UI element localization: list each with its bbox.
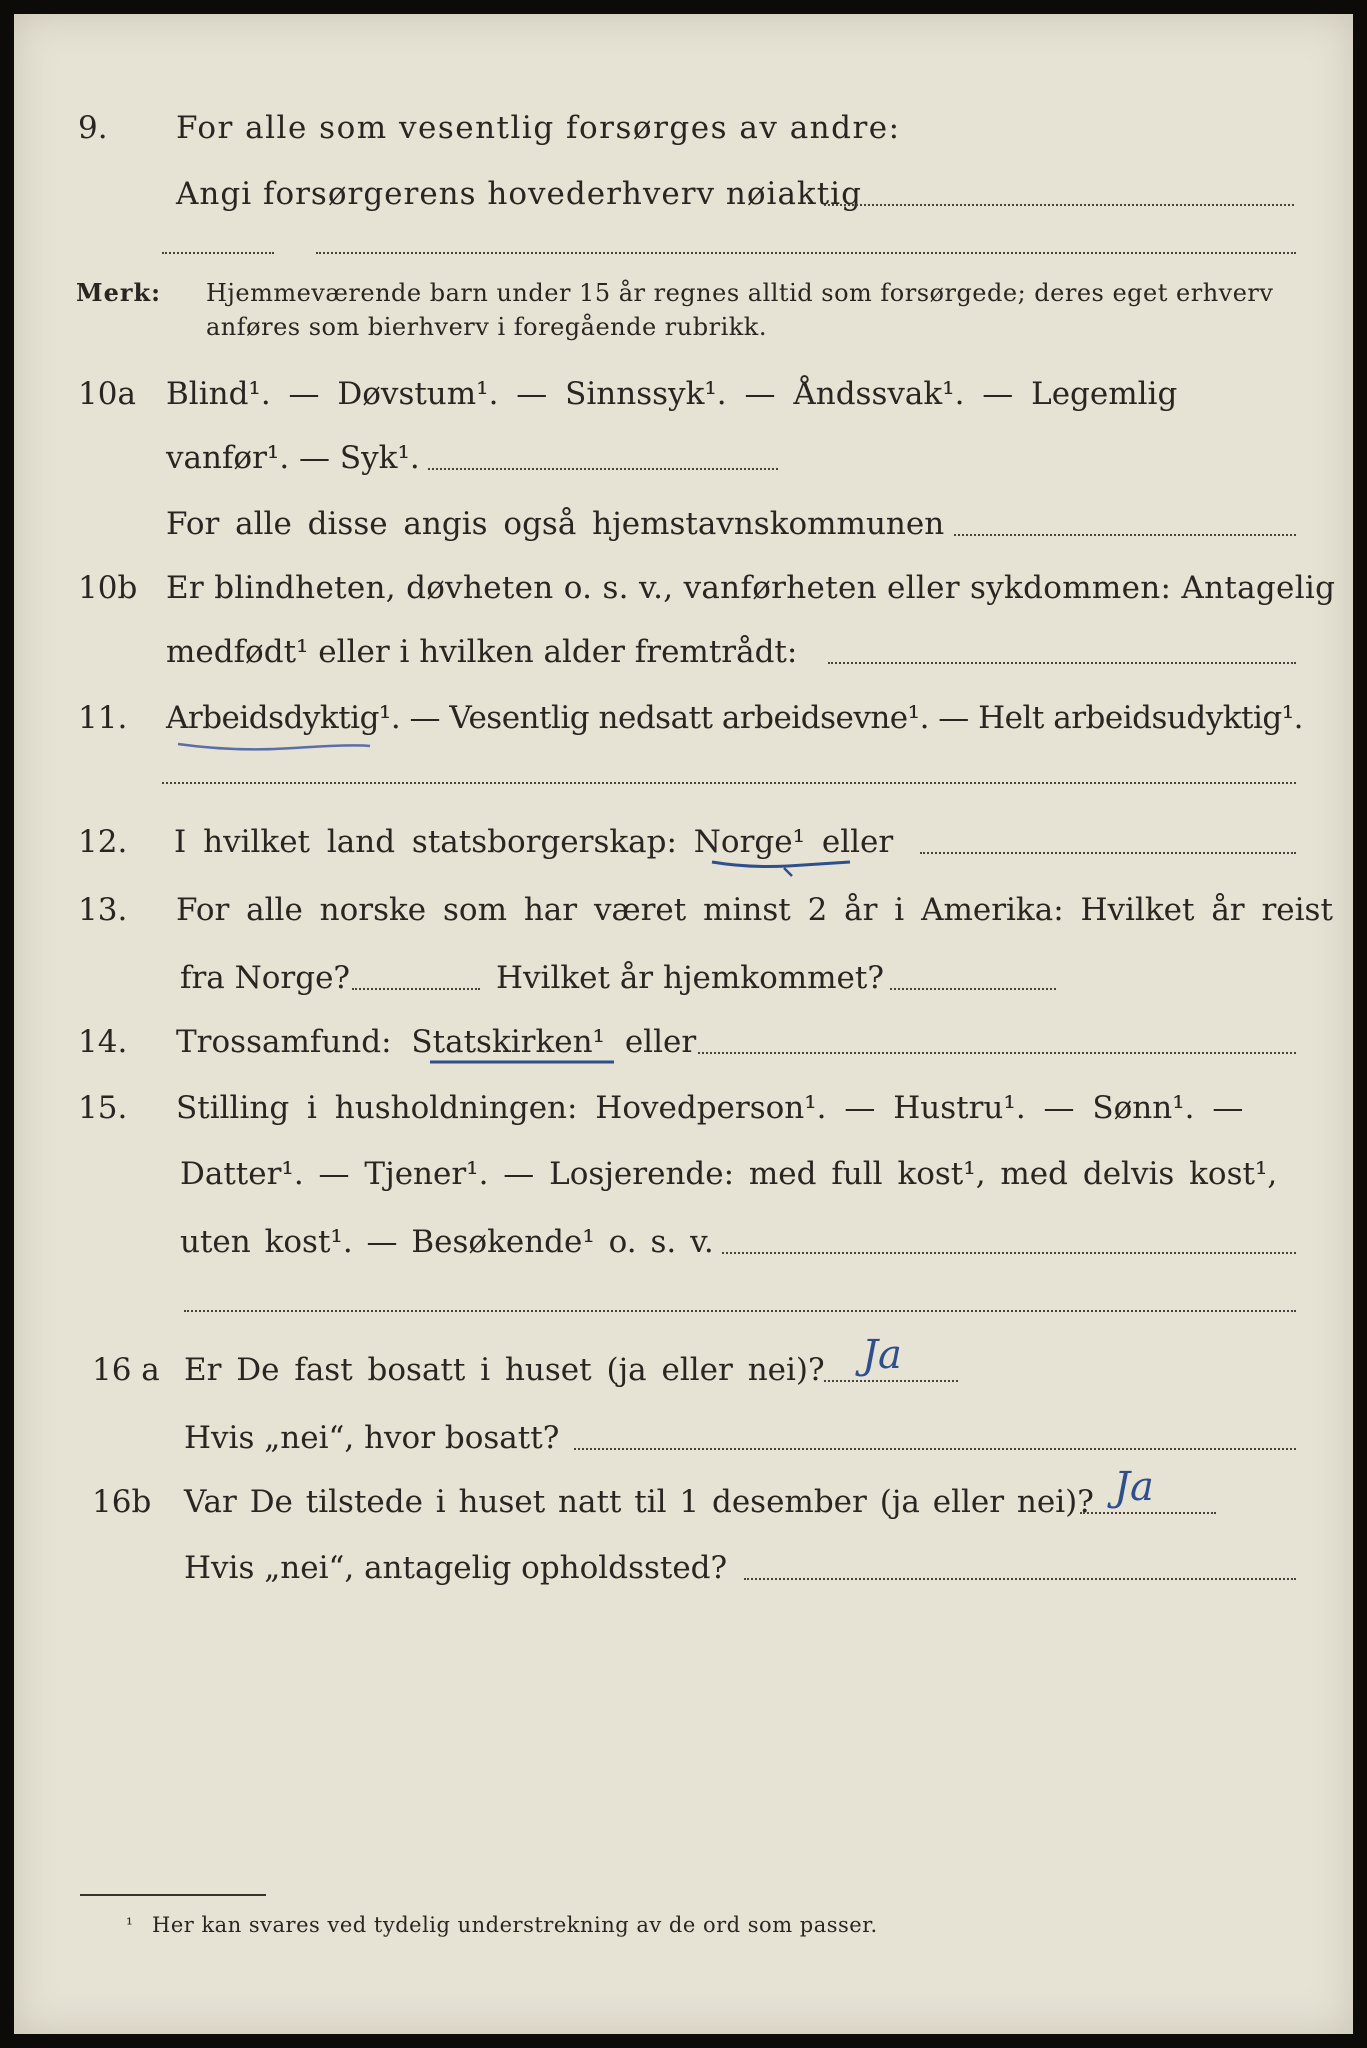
q10a-row-2 — [14, 434, 1353, 482]
q10b-text-2: medfødt¹ eller i hvilken alder fremtrådt: — [166, 634, 798, 670]
merk-row-2 — [14, 310, 1353, 358]
q16a-answer-field[interactable] — [824, 1380, 958, 1382]
q16a-row-1 — [14, 1346, 1353, 1394]
q15-row-2 — [14, 1150, 1353, 1198]
q16b-text-1: Var De tilstede i huset natt til 1 desember (ja eller nei)? — [184, 1484, 1094, 1520]
q15-number: 15. — [78, 1090, 128, 1126]
footnote-mark: ¹ — [126, 1915, 133, 1935]
q13-text-1: For alle norske som har været minst 2 år i Amerika: Hvilket år reist — [176, 892, 1333, 928]
footnote — [14, 1908, 1353, 1942]
q14-handwritten-underline — [428, 1056, 618, 1070]
q16b-handwritten-answer: Ja — [1114, 1464, 1154, 1510]
q13-text-2a: fra Norge? — [180, 960, 351, 996]
q16b-text-2: Hvis „nei“, antagelig opholdssted? — [184, 1550, 728, 1586]
q16a-number: 16 a — [92, 1352, 160, 1388]
q9-number: 9. — [78, 110, 108, 146]
q12-answer-field[interactable] — [920, 852, 1296, 854]
merk-text-2: anføres som bierhverv i foregående rubrikk. — [206, 313, 767, 341]
footnote-text: Her kan svares ved tydelig understrekning av de ord som passer. — [152, 1913, 878, 1937]
q15-row-3 — [14, 1218, 1353, 1266]
q12-handwritten-underline — [708, 854, 858, 884]
q10b-row-2 — [14, 628, 1353, 676]
q15-row-1 — [14, 1084, 1353, 1132]
q12-number: 12. — [78, 824, 128, 860]
q16b-whereabouts-field[interactable] — [744, 1578, 1296, 1580]
q10b-text-1: Er blindheten, døvheten o. s. v., vanførheten eller sykdommen: Antagelig — [166, 570, 1336, 606]
q13-row-2 — [14, 954, 1353, 1002]
q9-answer-field[interactable] — [824, 204, 1294, 206]
q16a-row-2 — [14, 1414, 1353, 1462]
q10a-number: 10a — [78, 376, 136, 412]
q13-row-1 — [14, 886, 1353, 934]
q16a-text-1: Er De fast bosatt i huset (ja eller nei)? — [184, 1352, 825, 1388]
q16a-residence-field[interactable] — [574, 1448, 1296, 1450]
q12-text-1: I hvilket land statsborgerskap: Norge¹ eller — [174, 824, 894, 860]
q15-text-2: Datter¹. — Tjener¹. — Losjerende: med full kost¹, med delvis kost¹, — [180, 1156, 1278, 1192]
q13-text-2b: Hvilket år hjemkommet? — [496, 960, 884, 996]
q10a-row-3 — [14, 500, 1353, 548]
q14-text-1: Trossamfund: Statskirken¹ eller — [176, 1024, 697, 1060]
q11-text-1: Arbeidsdyktig¹. — Vesentlig nedsatt arbeidsevne¹. — Helt arbeidsudyktig¹. — [166, 700, 1304, 736]
q13-number: 13. — [78, 892, 128, 928]
q10a-text-2: vanfør¹. — Syk¹. — [166, 440, 420, 476]
q10b-answer-field[interactable] — [828, 662, 1296, 664]
q10a-row-1 — [14, 370, 1353, 418]
q16b-number: 16b — [92, 1484, 152, 1520]
merk-text-1: Hjemmeværende barn under 15 år regnes alltid som forsørgede; deres eget erhverv — [206, 279, 1274, 307]
q9-row-2 — [14, 170, 1353, 218]
q15-text-1: Stilling i husholdningen: Hovedperson¹. — Hustru¹. — Sønn¹. — — [176, 1090, 1244, 1126]
q9-text-1: For alle som vesentlig forsørges av andre: — [176, 110, 901, 146]
q9-text-2: Angi forsørgerens hovederhverv nøiaktig — [176, 176, 862, 212]
q10a-text-3: For alle disse angis også hjemstavnskommunen — [166, 506, 945, 542]
q13-emigrated-year-field[interactable] — [352, 988, 480, 990]
q12-row-1 — [14, 818, 1353, 866]
q14-row-1 — [14, 1018, 1353, 1066]
q15-answer-field[interactable] — [722, 1252, 1296, 1254]
q14-answer-field[interactable] — [698, 1052, 1296, 1054]
q16b-answer-field[interactable] — [1080, 1512, 1216, 1514]
q9-row-1 — [14, 104, 1353, 152]
q11-number: 11. — [78, 700, 128, 736]
q11-handwritten-underline — [174, 736, 374, 756]
q16a-text-2: Hvis „nei“, hvor bosatt? — [184, 1420, 560, 1456]
q10a-text-1: Blind¹. — Døvstum¹. — Sinnssyk¹. — Åndssvak¹. — Legemlig — [166, 376, 1178, 412]
q16a-handwritten-answer: Ja — [862, 1332, 902, 1378]
q14-number: 14. — [78, 1024, 128, 1060]
q15-text-3: uten kost¹. — Besøkende¹ o. s. v. — [180, 1224, 714, 1260]
census-form-page — [14, 14, 1353, 2034]
footnote-rule — [80, 1894, 266, 1896]
q9-answer-field-2a[interactable] — [162, 252, 274, 254]
q10b-number: 10b — [78, 570, 138, 606]
q10b-row-1 — [14, 564, 1353, 612]
q13-returned-year-field[interactable] — [890, 988, 1056, 990]
q11-row-1 — [14, 694, 1353, 742]
merk-label: Merk: — [76, 278, 161, 307]
q10a-home-municipality-field[interactable] — [954, 534, 1296, 536]
q10a-answer-field[interactable] — [428, 468, 778, 470]
q16b-row-2 — [14, 1544, 1353, 1592]
q9-answer-field-2b[interactable] — [316, 252, 1296, 254]
q11-answer-field[interactable] — [162, 782, 1296, 784]
q15-answer-field-2[interactable] — [184, 1310, 1296, 1312]
